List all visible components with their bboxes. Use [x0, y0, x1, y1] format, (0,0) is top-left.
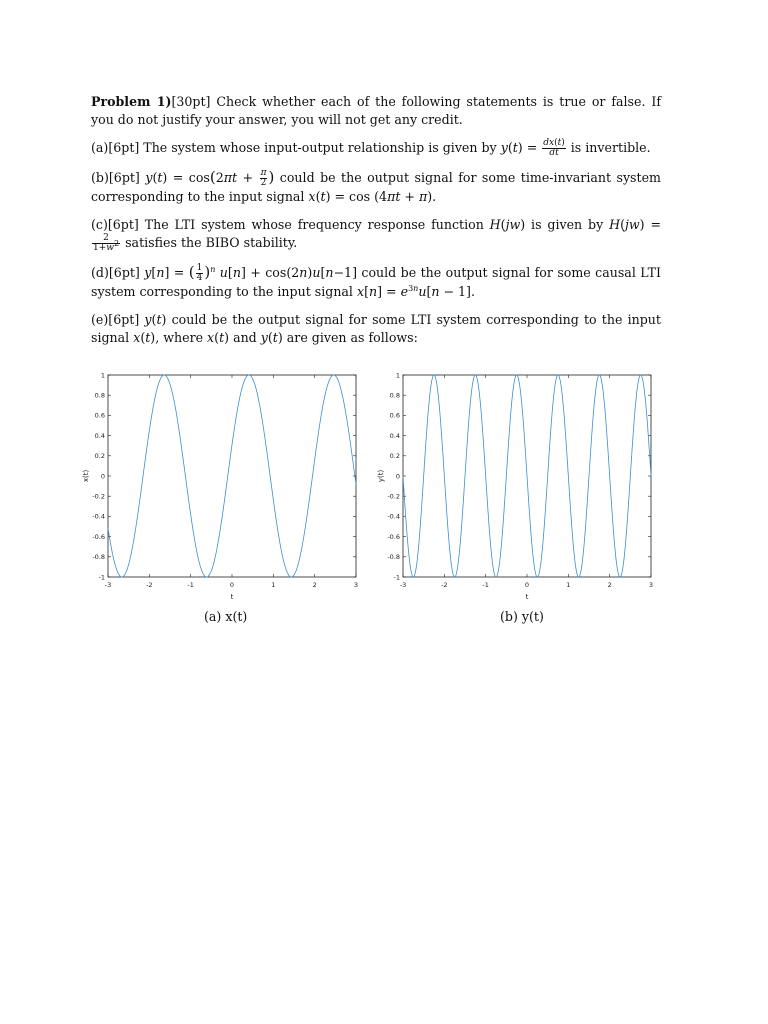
x-tick-label: -3: [399, 581, 407, 589]
y-tick-label: -0.2: [92, 492, 105, 501]
problem-heading: Problem 1): [91, 94, 172, 109]
plot-frame: [108, 375, 356, 577]
x-tick-label: 0: [229, 581, 235, 589]
x-tick-label: -3: [104, 581, 112, 589]
x-tick-label: 2: [312, 581, 317, 589]
x-axis-label: t: [525, 593, 529, 601]
y-tick-label: 0.4: [389, 431, 400, 440]
part-e: (e)[6pt] y(t) could be the output signal for some LTI system corresponding to the input signal x(t), where x(t) and y(t) are given as follows:: [91, 312, 661, 345]
y-tick-label: -0.4: [387, 512, 400, 521]
x-tick-label: 1: [566, 581, 571, 589]
part-d: (d)[6pt] y[n] = ( $\frac{1}{4}$ )$^n$ u[n] + cos(2n)u[n−1] could be the output signal for some causal LTI system corresponding to the input signal $x[n] = e^{3n}u[n - 1]$.: [91, 263, 661, 299]
y-tick-label: 0.6: [94, 411, 105, 420]
chart-y-of-t: [375, 365, 665, 605]
x-tick-label: -2: [441, 581, 448, 589]
x-tick-label: 1: [271, 581, 276, 589]
y-tick-label: 0: [100, 472, 105, 481]
part-c: (c)[6pt] The LTI system whose frequency response function H(jw) is given by H(jw) = $\frac{2}{1+w^2}$ satisfies the BIBO stability.: [91, 217, 661, 253]
y-tick-label: -0.8: [387, 553, 400, 562]
y-tick-label: 0.2: [94, 452, 105, 461]
y-tick-label: -1: [393, 573, 400, 582]
y-tick-label: -0.6: [92, 532, 105, 541]
y-tick-label: -1: [98, 573, 105, 582]
x-tick-label: -1: [187, 581, 194, 589]
part-a: (a)[6pt] The system whose input-output relationship is given by y(t) = $\frac{dx(t)}{dt}$ is invertible.: [91, 138, 651, 158]
y-tick-label: 0.2: [389, 452, 400, 461]
x-axis-label: t: [230, 593, 234, 601]
x-tick-label: 0: [524, 581, 530, 589]
series-line: [108, 375, 356, 577]
problem-intro: Problem 1)[30pt] Check whether each of the following statements is true or false. If you do not justify your answer, you will not get any credit.: [91, 94, 661, 127]
x-tick-label: 3: [648, 581, 654, 589]
y-tick-label: 0.4: [94, 431, 105, 440]
y-tick-label: 0.8: [389, 391, 400, 400]
y-axis-label: x(t): [82, 469, 90, 483]
x-tick-label: -2: [146, 581, 153, 589]
x-tick-label: 2: [607, 581, 612, 589]
x-tick-label: -1: [482, 581, 489, 589]
y-tick-label: -0.6: [387, 532, 400, 541]
y-tick-label: 1: [395, 371, 400, 380]
y-tick-label: 0.6: [389, 411, 400, 420]
y-tick-label: -0.4: [92, 512, 105, 521]
y-tick-label: -0.8: [92, 553, 105, 562]
chart-x-of-t: [80, 365, 370, 605]
y-tick-label: 1: [100, 371, 105, 380]
caption-a: (a) x(t): [204, 609, 248, 624]
y-axis-label: y(t): [377, 469, 385, 483]
y-tick-label: -0.2: [387, 492, 400, 501]
problem-text: [91, 93, 661, 357]
series-line: [403, 375, 651, 577]
y-tick-label: 0: [395, 472, 400, 481]
y-tick-label: 0.8: [94, 391, 105, 400]
part-b: (b)[6pt] y(t) = cos(2πt + $\frac{\pi}{2}$ ) could be the output signal for some time-invariant system corresponding to the input signal x(t) = cos (4πt + π).: [91, 168, 661, 204]
caption-b: (b) y(t): [500, 609, 544, 624]
x-tick-label: 3: [353, 581, 359, 589]
